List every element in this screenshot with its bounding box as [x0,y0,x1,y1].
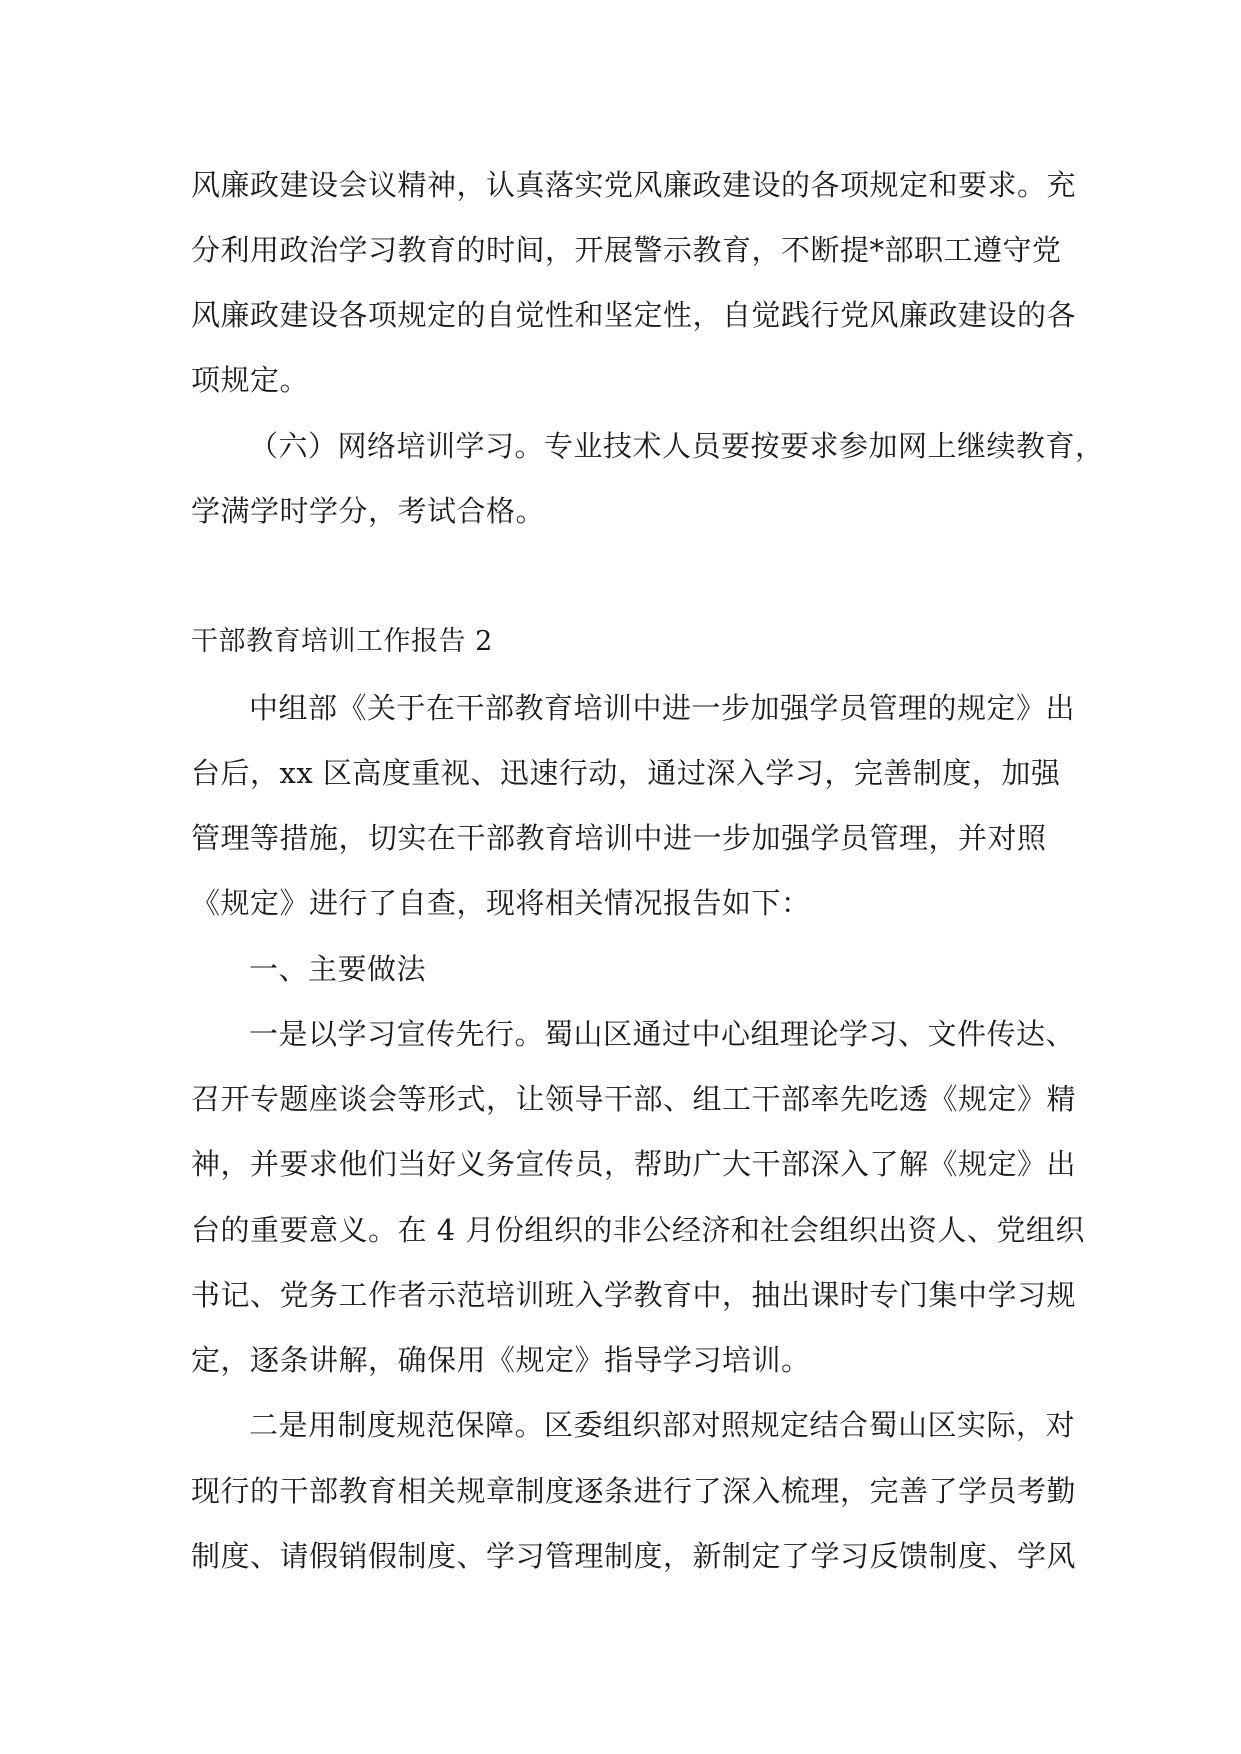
text-line: 神，并要求他们当好义务宣传员，帮助广大干部深入了解《规定》出 [191,1147,1077,1181]
report-title: 干部教育培训工作报告 2 [191,626,493,657]
text-line: 一是以学习宣传先行。蜀山区通过中心组理论学习、文件传达、 [249,1017,1076,1051]
text-line: （六）网络培训学习。专业技术人员要按要求参加网上继续教育， [249,429,1105,463]
text-line: 台的重要意义。在 4 月份组织的非公经济和社会组织出资人、党组织 [191,1213,1085,1247]
text-line: 中组部《关于在干部教育培训中进一步加强学员管理的规定》出 [249,691,1076,725]
text-line: 风廉政建设会议精神，认真落实党风廉政建设的各项规定和要求。充 [191,168,1077,202]
text-line: 管理等措施，切实在干部教育培训中进一步加强学员管理，并对照 [191,821,1047,855]
text-line: 召开专题座谈会等形式，让领导干部、组工干部率先吃透《规定》精 [191,1082,1077,1116]
text-line: 现行的干部教育相关规章制度逐条进行了深入梳理，完善了学员考勤 [191,1474,1077,1508]
text-line: 制度、请假销假制度、学习管理制度，新制定了学习反馈制度、学风 [191,1539,1077,1573]
text-line: 二是用制度规范保障。区委组织部对照规定结合蜀山区实际，对 [249,1408,1076,1442]
text-line: 《规定》进行了自查，现将相关情况报告如下： [191,886,811,920]
text-line: 定，逐条讲解，确保用《规定》指导学习培训。 [191,1343,811,1377]
text-line: 书记、党务工作者示范培训班入学教育中，抽出课时专门集中学习规 [191,1278,1077,1312]
text-line: 学满学时学分，考试合格。 [191,494,546,528]
text-line: 台后，xx 区高度重视、迅速行动，通过深入学习，完善制度，加强 [191,756,1061,790]
section-heading: 一、主要做法 [249,952,427,986]
text-line: 项规定。 [191,363,310,397]
text-line: 风廉政建设各项规定的自觉性和坚定性，自觉践行党风廉政建设的各 [191,298,1077,332]
text-line: 分利用政治学习教育的时间，开展警示教育，不断提*部职工遵守党 [191,233,1062,267]
